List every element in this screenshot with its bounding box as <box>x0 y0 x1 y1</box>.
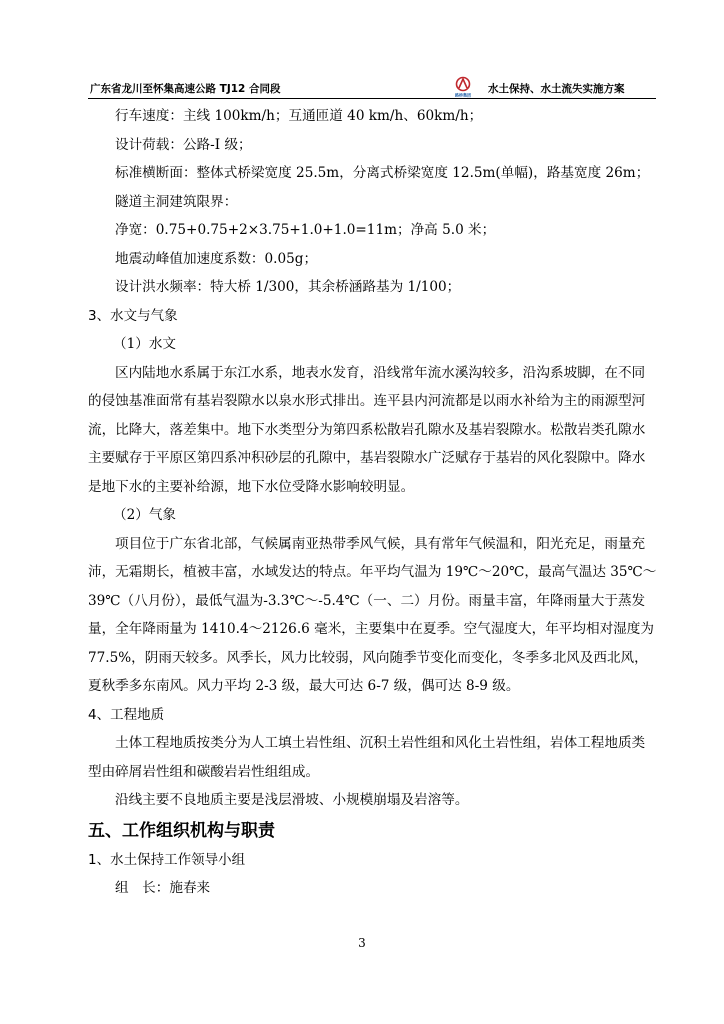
page-header <box>88 76 656 99</box>
paragraph-tunnel-limit: 隧道主洞建筑限界： <box>115 193 238 210</box>
section-heading-leadership-group: 1、水土保持工作领导小组 <box>88 851 246 868</box>
paragraph-group-leader: 组 长：施春来 <box>115 880 211 896</box>
paragraph-speed: 行车速度：主线 100km/h；互通匝道 40 km/h、60km/h； <box>115 108 483 124</box>
header-document-title: 水土保持、水土流失实施方案 <box>488 83 625 95</box>
chapter-heading-organization: 五、工作组织机构与职责 <box>88 820 275 841</box>
page-number: 3 <box>358 936 366 950</box>
paragraph-load: 设计荷载：公路-I 级； <box>115 136 252 153</box>
subsection-heading-hydrology: （1）水文 <box>113 336 177 352</box>
paragraph-seismic: 地震动峰值加速度系数：0.05g； <box>115 250 318 267</box>
subsection-heading-climate: （2）气象 <box>113 507 177 523</box>
section-heading-geology: 4、工程地质 <box>88 706 165 723</box>
paragraph-cross-section: 标准横断面：整体式桥梁宽度 25.5m，分离式桥梁宽度 12.5m(单幅)，路基宽度 26m； <box>115 165 650 181</box>
page-body <box>88 102 658 903</box>
paragraph-flood: 设计洪水频率：特大桥 1/300，其余桥涵路基为 1/100； <box>115 279 461 295</box>
paragraph-geology-1: 土体工程地质按类分为人工填土岩性组、沉积土岩性组和风化土岩性组，岩体工程地质类型由碎屑岩性组和碳酸岩岩性组组成。 <box>88 735 646 780</box>
logo-caption: 路桥集团 <box>455 92 471 98</box>
paragraph-hydrology: 区内陆地水系属于东江水系，地表水发育，沿线常年流水溪沟较多，沿沟系坡脚，在不同的侵蚀基准面常有基岩裂隙水以泉水形式排出。连平县内河流都是以雨水补给为主的雨源型河流，比降大，落差集中。地下水类型分为第四系松散岩孔隙水及基岩裂隙水。松散岩类孔隙水主要赋存于平原区第四系冲积砂层的孔隙中，基岩裂隙水广泛赋存于基岩的风化裂隙中。降水是地下水的主要补给源，地下水位受降水影响较明显。 <box>88 364 646 495</box>
company-logo-icon <box>448 76 478 98</box>
paragraph-climate: 项目位于广东省北部，气候属南亚热带季风气候，具有常年气候温和，阳光充足，雨量充沛，无霜期长，植被丰富，水域发达的特点。年平均气温为 19℃～20℃，最高气温达 35℃～39℃（八月份），最低气温为-3.3℃～-5.4℃（一、二）月份。雨量丰富，年降雨量大于蒸发量，全年降雨量为 1410.4～2126.6 毫米，主要集中在夏季。空气湿度大，年平均相对湿度为 77.5%，阴雨天较多。风季长，风力比较弱，风向随季节变化而变化，冬季多北风及西北风，夏秋季多东南风。风力平均 2-3 级，最大可达 6-7 级，偶可达 8-9 级。 <box>88 535 657 694</box>
paragraph-clearance: 净宽：0.75+0.75+2×3.75+1.0+1.0=11m；净高 5.0 米； <box>115 222 496 238</box>
section-heading-hydrology-climate: 3、水文与气象 <box>88 307 178 324</box>
header-project-title: 广东省龙川至怀集高速公路 TJ12 合同段 <box>90 83 281 95</box>
paragraph-geology-2: 沿线主要不良地质主要是浅层滑坡、小规模崩塌及岩溶等。 <box>115 792 469 808</box>
